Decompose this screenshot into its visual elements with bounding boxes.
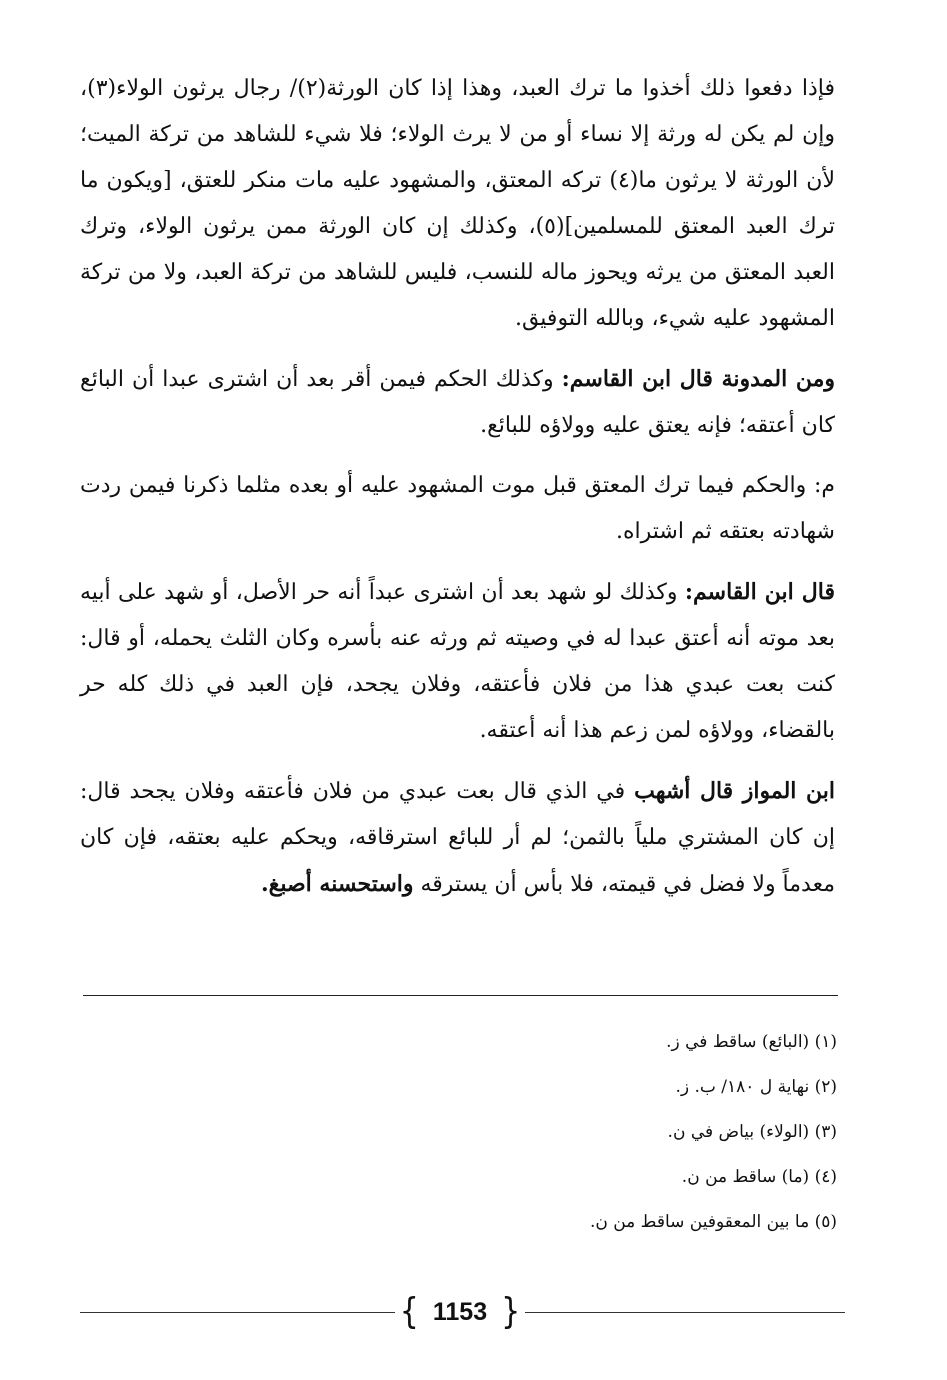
footnotes — [137, 1020, 837, 1245]
text-run: ، وكذلك إن كان الورثة ممن يرثون الولاء، وترك العبد المعتق من يرثه ويحوز ماله للنسب، فليس للشاهد من تركة العبد، ولا من تركة المشهود عليه شيء، وبالله التوفيق. — [80, 214, 835, 331]
footer-rule-left — [80, 1312, 395, 1313]
page-footer — [80, 1290, 845, 1334]
footnote-2: (٢) نهاية ل ١٨٠/ ب. ز. — [675, 1077, 837, 1097]
text-run: وكذلك الحكم فيمن أقر بعد أن اشترى عبدا أن البائع كان أعتقه؛ فإنه يعتق عليه وولاؤه للبائع. — [80, 367, 835, 438]
footnote-3: (٣) (الولاء) بياض في ن. — [667, 1122, 837, 1142]
text-run: (٢) — [297, 76, 327, 101]
text-run: فإذا دفعوا ذلك أخذوا ما ترك العبد، وهذا إذا كان الورثة — [326, 76, 836, 101]
paragraph — [80, 768, 835, 908]
footnote-4: (٤) (ما) ساقط من ن. — [681, 1167, 837, 1187]
bold-run: ابن المواز قال أشهب — [634, 778, 835, 804]
text-run: (٣) — [87, 76, 117, 101]
text-run: م: والحكم فيما ترك المعتق قبل موت المشهود عليه أو بعده مثلما ذكرنا فيمن ردت شهادته بعتقه ثم اشتراه. — [80, 473, 835, 544]
footnote-5: (٥) ما بين المعقوفين ساقط من ن. — [589, 1212, 837, 1232]
page-number: 1153 — [432, 1298, 488, 1326]
main-text — [80, 66, 835, 922]
paragraph — [80, 66, 835, 342]
text-run: / رجال يرثون الولاء — [116, 76, 298, 101]
bracket-open-icon: { — [399, 1290, 419, 1333]
text-run: تركه المعتق، والمشهود عليه مات منكر للعتق، [ويكون ما ترك العبد المعتق للمسلمين] — [80, 168, 835, 239]
bold-run: ومن المدونة قال ابن القاسم: — [561, 366, 835, 392]
footer-rule-right — [525, 1312, 845, 1313]
text-run: (٤) — [609, 168, 639, 193]
bold-run: واستحسنه أصبغ. — [260, 871, 414, 897]
text-run: في الذي قال بعت عبدي من فلان فأعتقه وفلان يجحد قال: إن كان المشتري ملياً بالثمن؛ لم أر للبائع استرقاقه، ويحكم عليه بعتقه، فإن كان معدماً ولا فضل في قيمته، فلا بأس أن يسترقه — [80, 779, 836, 897]
text-run: وكذلك لو شهد بعد أن اشترى عبداً أنه حر الأصل، أو شهد على أبيه بعد موته أنه أعتق عبدا له في وصيته ثم ورثه عنه بأسره وكان الثلث يحمله، أو قال: كنت بعت عبدي هذا من فلان فأعتقه، وفلان يجحد، فإن العبد في ذلك كله حر بالقضاء، وولاؤه لمن زعم هذا أنه أعتقه. — [80, 580, 835, 743]
footnote-1: (١) (البائع) ساقط في ز. — [666, 1032, 837, 1052]
bracket-close-icon: } — [501, 1290, 521, 1333]
paragraph — [80, 463, 835, 555]
paragraph — [80, 569, 835, 754]
text-run: ، وإن لم يكن له ورثة إلا نساء أو من لا يرث الولاء؛ فلا شيء للشاهد من تركة الميت؛ لأن الورثة لا يرثون ما — [80, 76, 835, 193]
text-run: (٥) — [535, 214, 565, 239]
footnote-separator — [83, 995, 838, 996]
bold-run: قال ابن القاسم: — [684, 579, 835, 605]
paragraph — [80, 356, 835, 449]
page-number-frame — [395, 1290, 525, 1334]
